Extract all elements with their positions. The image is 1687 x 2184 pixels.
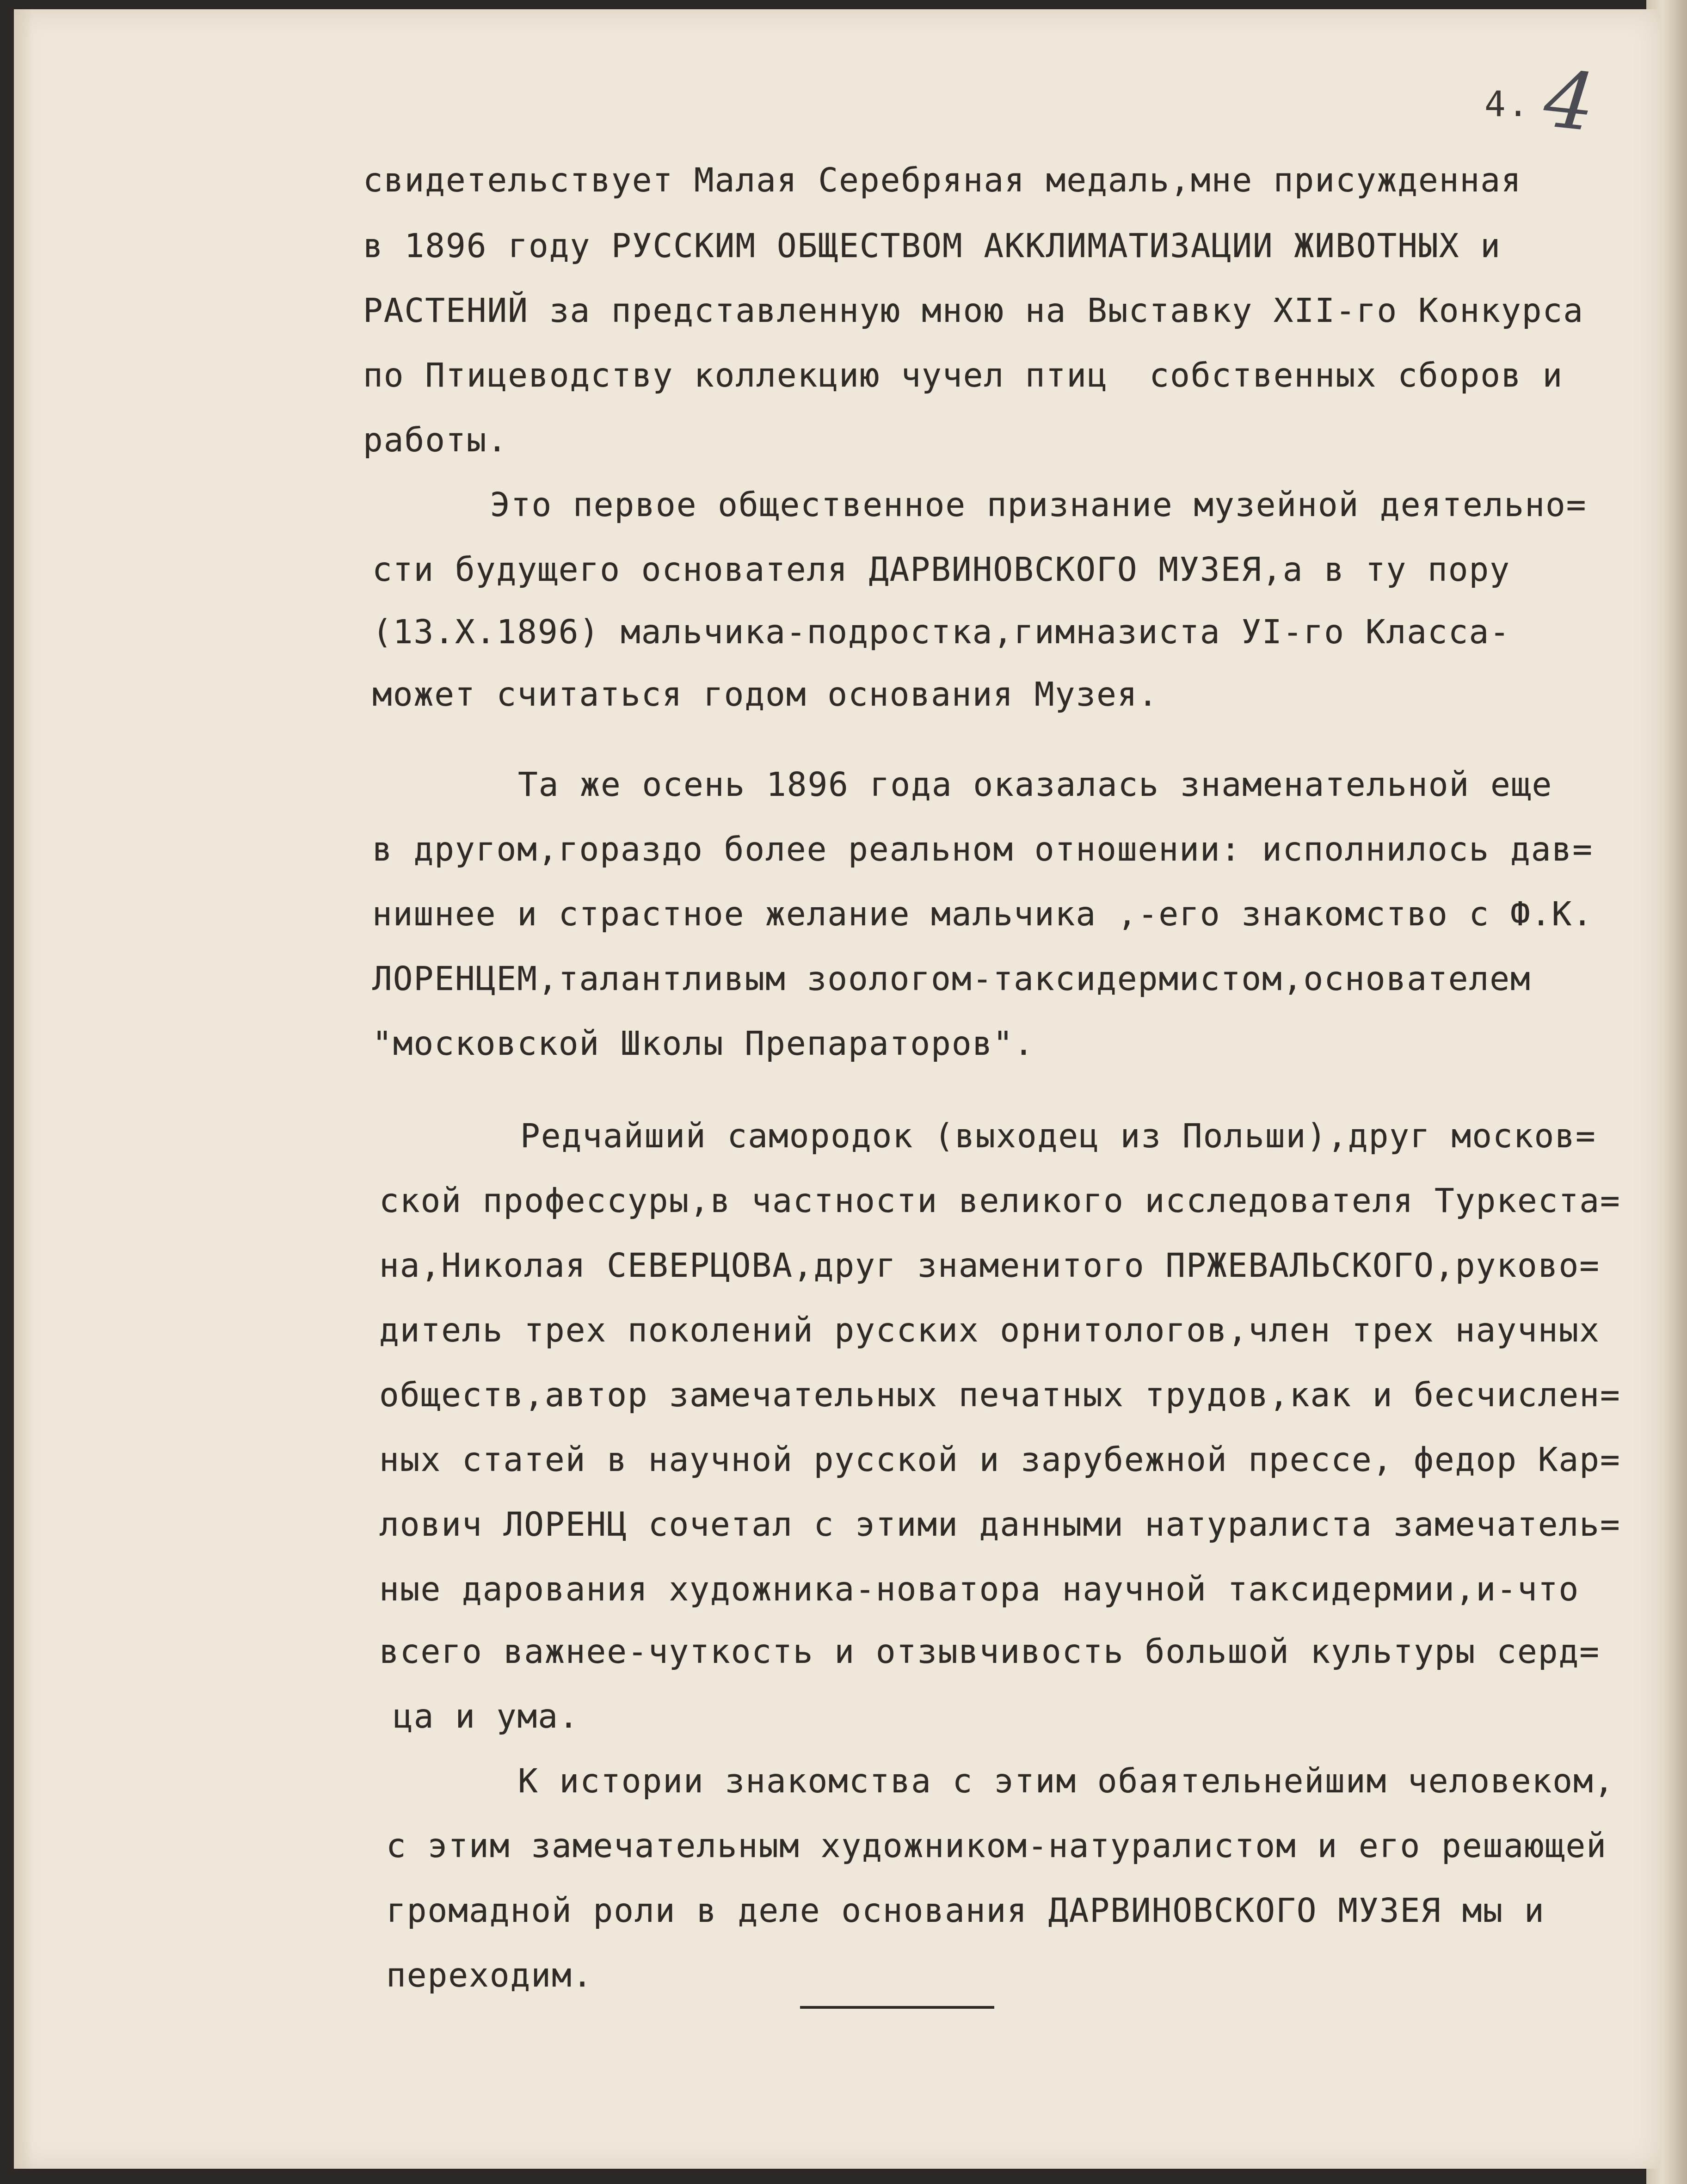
closing-rule — [800, 2006, 994, 2009]
text-line: ца и ума. — [393, 1697, 579, 1735]
text-line: сти будущего основателя ДАРВИНОВСКОГО МУЗЕЯ,а в ту пору — [372, 550, 1511, 589]
typewritten-page — [14, 9, 1660, 2169]
text-line: в другом,гораздо более реальном отношении: исполнилось дав= — [372, 830, 1593, 868]
text-line: ных статей в научной русской и зарубежной прессе, федор Кар= — [379, 1440, 1621, 1479]
text-line: на,Николая СЕВЕРЦОВА,друг знаменитого ПРЖЕВАЛЬСКОГО,руково= — [379, 1246, 1600, 1285]
text-line: К истории знакомства с этим обаятельнейшим человеком, — [518, 1762, 1615, 1800]
text-line: в 1896 году РУССКИМ ОБЩЕСТВОМ АККЛИМАТИЗАЦИИ ЖИВОТНЫХ и — [363, 227, 1502, 265]
text-line: ные дарования художника-новатора научной таксидермии,и-что — [379, 1570, 1580, 1608]
text-line: дитель трех поколений русских орнитологов,член трех научных — [379, 1311, 1600, 1349]
text-line: с этим замечательным художником-натуралистом и его решающей — [386, 1827, 1607, 1865]
text-line: РАСТЕНИЙ за представленную мною на Выставку XII-го Конкурса — [363, 291, 1584, 330]
text-line: Та же осень 1896 года оказалась знаменательной еще — [518, 765, 1553, 804]
text-line: Это первое общественное признание музейной деятельно= — [490, 486, 1587, 524]
text-line: лович ЛОРЕНЦ сочетал с этими данными натуралиста замечатель= — [379, 1505, 1621, 1544]
text-line: всего важнее-чуткость и отзывчивость большой культуры серд= — [379, 1632, 1600, 1671]
text-line: (13.X.1896) мальчика-подростка,гимназиста УI-го Класса- — [372, 613, 1511, 651]
text-line: нишнее и страстное желание мальчика ,-его знакомство с Ф.К. — [372, 895, 1593, 933]
text-line: ской профессуры,в частности великого исследователя Туркеста= — [379, 1181, 1621, 1220]
text-line: работы. — [363, 421, 508, 459]
text-line: может считаться годом основания Музея. — [372, 675, 1159, 714]
text-line: по Птицеводству коллекцию чучел птиц собственных сборов и — [363, 356, 1564, 394]
text-line: переходим. — [386, 1956, 593, 1994]
text-line: ЛОРЕНЦЕМ,талантливым зоологом-таксидермистом,основателем — [372, 960, 1531, 998]
text-line: свидетельствует Малая Серебряная медаль,мне присужденная — [363, 161, 1522, 199]
text-line: обществ,автор замечательных печатных трудов,как и бесчислен= — [379, 1376, 1621, 1414]
text-line: громадной роли в деле основания ДАРВИНОВСКОГО МУЗЕЯ мы и — [386, 1891, 1545, 1930]
page-number: 4. — [1484, 83, 1531, 124]
text-line: Редчайший самородок (выходец из Польши),друг москов= — [520, 1117, 1596, 1155]
page-binding-edge — [14, 9, 32, 2169]
text-line: "московской Школы Препараторов". — [372, 1024, 1034, 1063]
handwritten-folio-number: 4 — [1539, 53, 1600, 150]
